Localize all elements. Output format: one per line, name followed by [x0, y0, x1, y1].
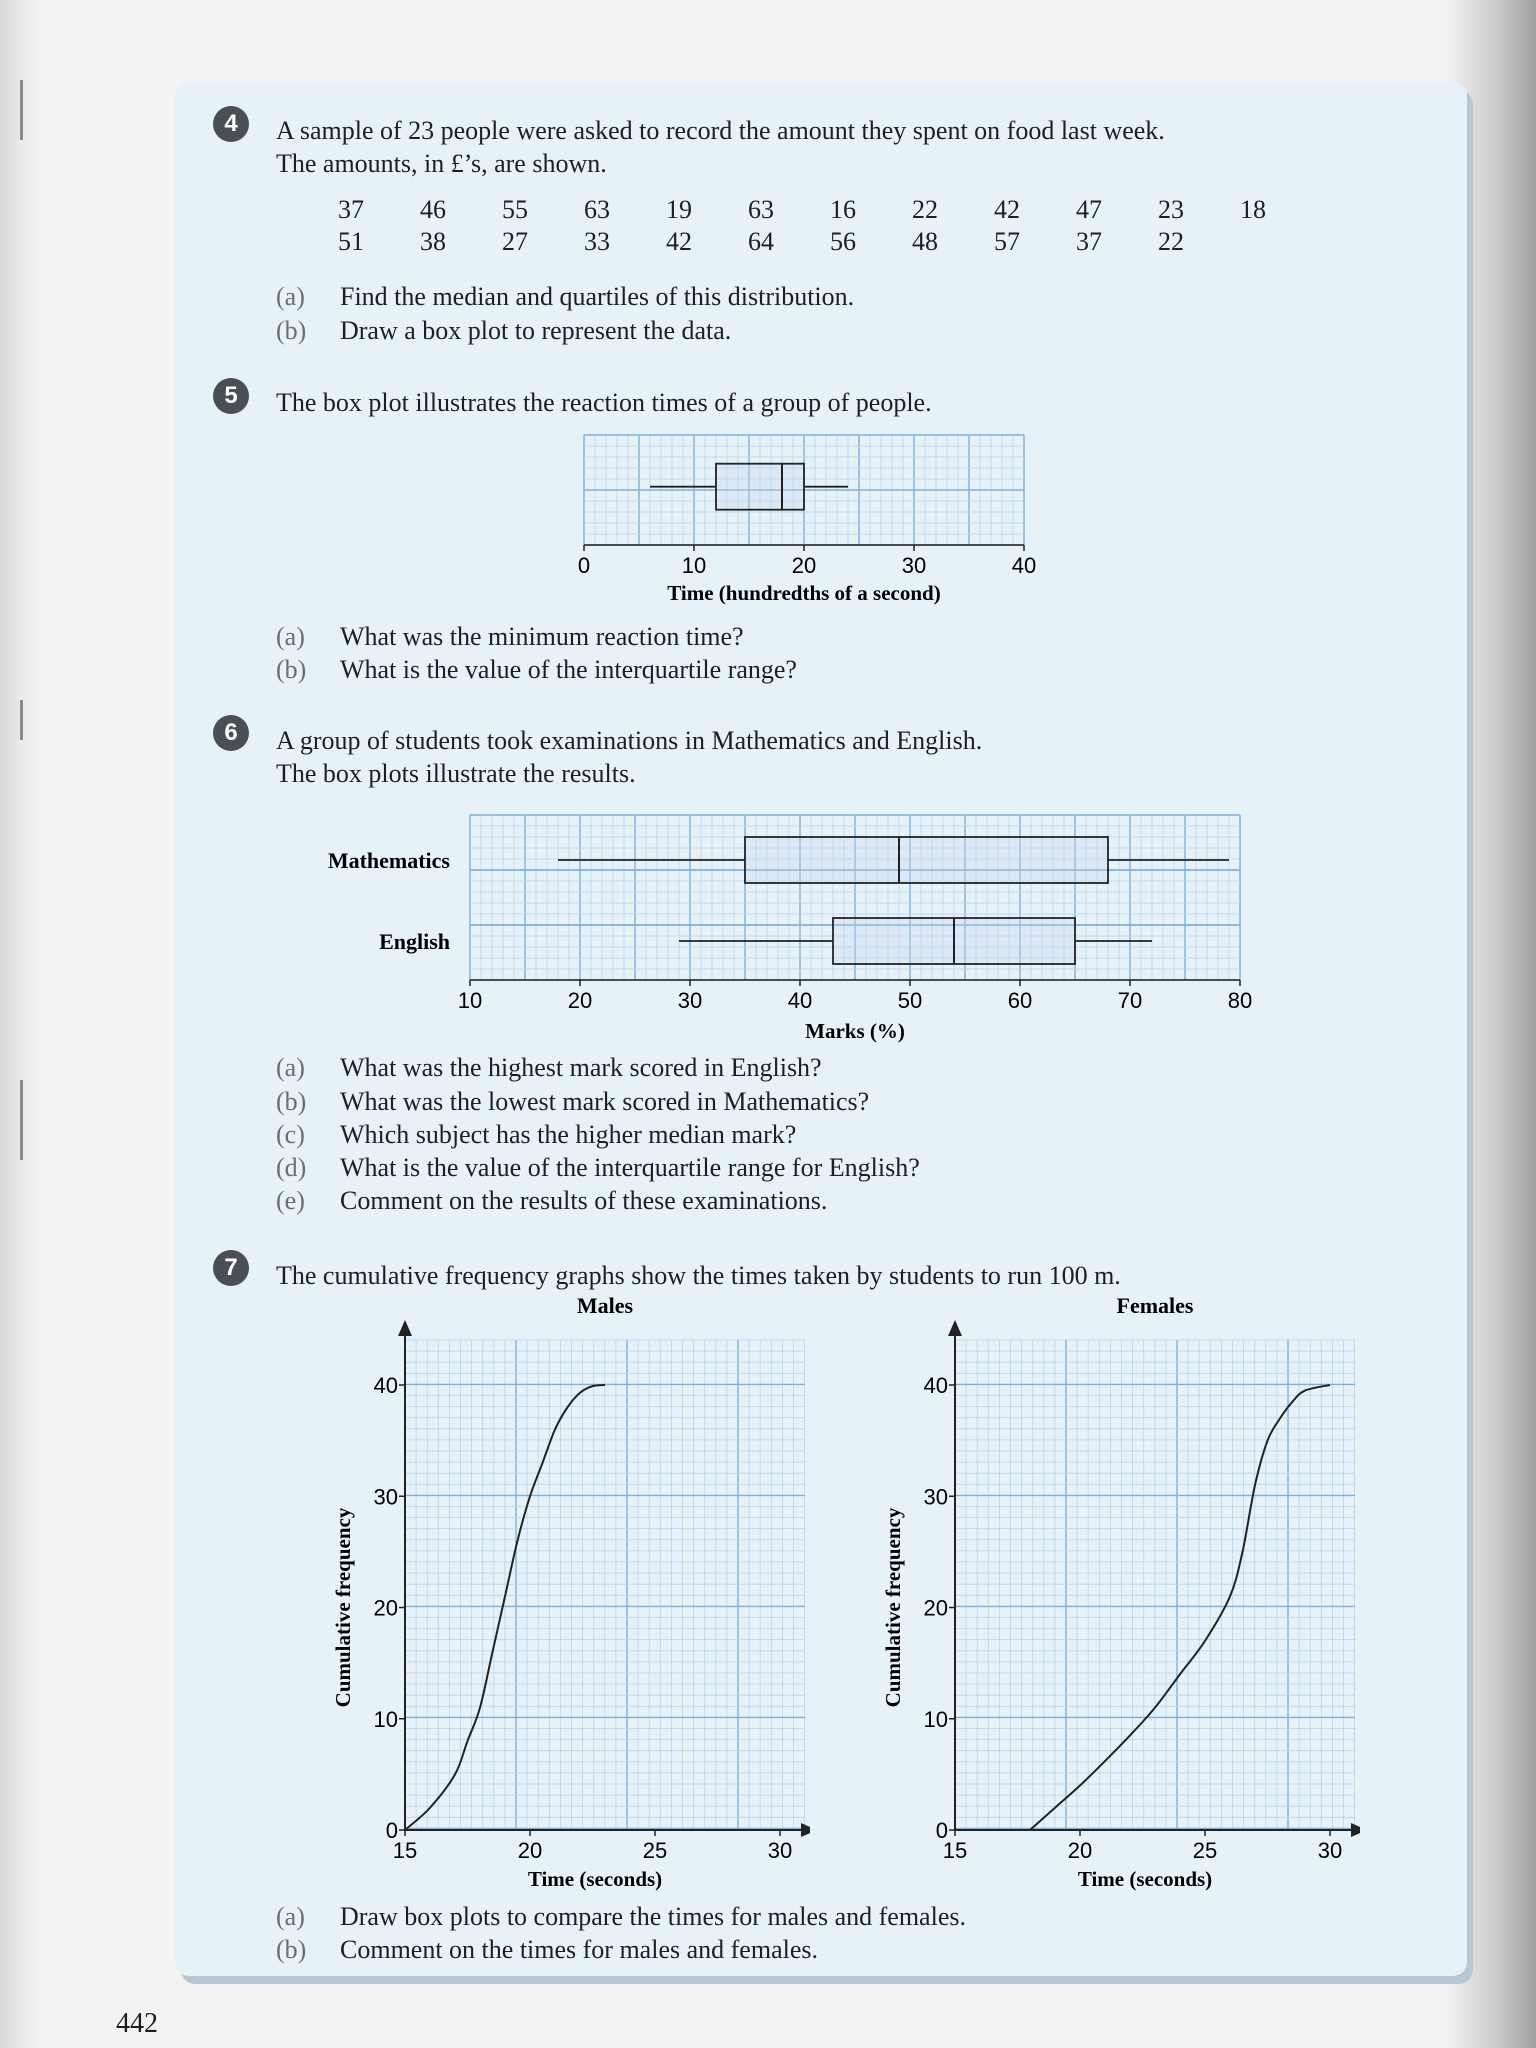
question-6-number: 6 — [213, 715, 249, 751]
data-cell: 47 — [1076, 195, 1102, 224]
data-cell: 46 — [420, 195, 446, 224]
binding-mark — [20, 700, 23, 740]
y-axis-label: Cumulative frequency — [881, 1507, 905, 1708]
part-label: (c) — [276, 1120, 305, 1149]
x-tick-label: 50 — [897, 988, 923, 1013]
x-tick-label: 10 — [457, 988, 483, 1013]
part-text: Find the median and quartiles of this distribution. — [340, 282, 855, 311]
part-label: (a) — [276, 1902, 305, 1931]
question-6-part-c — [276, 1118, 796, 1151]
question-6-line-2: The box plots illustrate the results. — [276, 759, 636, 788]
data-cell: 16 — [830, 195, 856, 224]
x-tick-label: 30 — [677, 988, 703, 1013]
data-cell: 23 — [1158, 195, 1184, 224]
data-row — [338, 226, 1322, 258]
data-cell: 63 — [584, 195, 610, 224]
x-tick-label: 20 — [517, 1838, 543, 1863]
question-5-line-1: The box plot illustrates the reaction times of a group of people. — [276, 388, 932, 417]
y-tick-label: 40 — [373, 1373, 398, 1398]
series-label: English — [379, 929, 450, 954]
x-tick-label: 30 — [1317, 1838, 1343, 1863]
data-cell: 55 — [502, 195, 528, 224]
question-4-line-2: The amounts, in £’s, are shown. — [276, 149, 607, 178]
part-text: What was the highest mark scored in English? — [340, 1053, 822, 1082]
question-4-part-b — [276, 314, 731, 347]
part-label: (d) — [276, 1153, 307, 1182]
x-tick-label: 80 — [1227, 988, 1253, 1013]
data-cell: 64 — [748, 227, 774, 256]
grid — [955, 1340, 1355, 1830]
x-tick-label: 25 — [642, 1838, 668, 1863]
part-text: Draw box plots to compare the times for males and females. — [340, 1902, 966, 1931]
data-cell: 27 — [502, 227, 528, 256]
x-tick-label: 20 — [1067, 1838, 1093, 1863]
data-cell: 33 — [584, 227, 610, 256]
part-text: Comment on the times for males and females. — [340, 1935, 818, 1964]
x-axis-label: Time (seconds) — [1077, 1867, 1213, 1891]
question-6-part-a — [276, 1051, 822, 1084]
y-tick-label: 20 — [923, 1595, 948, 1621]
data-cell: 37 — [338, 195, 364, 224]
x-tick-label: 60 — [1007, 988, 1033, 1013]
x-axis-arrow — [1351, 1823, 1360, 1837]
question-5-part-b — [276, 653, 797, 686]
part-text: Draw a box plot to represent the data. — [340, 316, 732, 345]
data-cell — [1240, 226, 1322, 258]
x-tick-label: 30 — [767, 1838, 793, 1863]
data-cell: 22 — [1158, 227, 1184, 256]
x-tick-label: 20 — [791, 553, 817, 578]
y-tick-label: 10 — [923, 1706, 948, 1732]
x-tick-label: 10 — [681, 553, 707, 578]
males-cumulative-frequency-graph — [310, 1295, 810, 1895]
x-axis-label: Marks (%) — [805, 1019, 905, 1043]
y-axis-arrow — [398, 1320, 412, 1336]
question-6-part-d — [276, 1151, 920, 1184]
females-cumulative-frequency-graph — [860, 1295, 1360, 1895]
x-axis-label: Time (seconds) — [527, 1867, 663, 1891]
data-cell: 42 — [666, 227, 692, 256]
cumulative-frequency-curve — [1030, 1385, 1330, 1830]
data-cell: 42 — [994, 195, 1020, 224]
y-tick-label: 30 — [373, 1484, 398, 1510]
series-label: Mathematics — [327, 848, 450, 873]
y-axis-arrow — [948, 1320, 962, 1336]
x-tick-label: 0 — [577, 553, 591, 578]
data-cell: 63 — [748, 195, 774, 224]
data-cell: 57 — [994, 227, 1020, 256]
question-4-data-table — [338, 194, 1322, 258]
x-tick-label: 15 — [942, 1838, 968, 1863]
y-axis-label: Cumulative frequency — [331, 1507, 355, 1708]
data-cell: 37 — [1076, 227, 1102, 256]
x-axis-label: Time (hundredths of a second) — [667, 581, 941, 605]
y-tick-label: 20 — [373, 1595, 398, 1621]
data-cell: 56 — [830, 227, 856, 256]
exam-results-box-plots — [290, 805, 1270, 1045]
binding-mark — [20, 1080, 23, 1160]
question-6-part-e — [276, 1184, 827, 1217]
box-iqr — [745, 837, 1108, 883]
chart-title: Males — [576, 1295, 634, 1318]
x-tick-label: 30 — [901, 553, 927, 578]
part-label: (a) — [276, 1053, 305, 1082]
part-label: (b) — [276, 1087, 307, 1116]
part-text: What was the lowest mark scored in Mathematics? — [340, 1087, 870, 1116]
x-tick-label: 25 — [1192, 1838, 1218, 1863]
x-axis-arrow — [801, 1823, 810, 1837]
x-tick-label: 70 — [1117, 988, 1143, 1013]
part-label: (a) — [276, 282, 305, 311]
x-tick-label: 20 — [567, 988, 593, 1013]
y-tick-label: 10 — [373, 1706, 398, 1732]
part-label: (b) — [276, 655, 307, 684]
box-iqr — [716, 464, 804, 510]
x-tick-label: 15 — [392, 1838, 418, 1863]
reaction-time-box-plot — [560, 425, 1040, 610]
data-cell: 22 — [912, 195, 938, 224]
part-label: (e) — [276, 1186, 305, 1215]
question-5-number: 5 — [213, 378, 249, 414]
question-7-number: 7 — [213, 1250, 249, 1286]
question-7-line-1: The cumulative frequency graphs show the times taken by students to run 100 m. — [276, 1261, 1121, 1290]
data-row — [338, 194, 1322, 226]
data-cell: 19 — [666, 195, 692, 224]
data-cell: 48 — [912, 227, 938, 256]
y-tick-label: 30 — [923, 1484, 948, 1510]
page-binding — [0, 0, 44, 2048]
question-5-part-a — [276, 620, 744, 653]
data-cell: 51 — [338, 227, 364, 256]
x-tick-label: 40 — [1011, 553, 1037, 578]
part-text: What is the value of the interquartile range? — [340, 655, 797, 684]
question-4-line-1: A sample of 23 people were asked to record the amount they spent on food last week. — [276, 116, 1165, 145]
binding-mark — [20, 80, 23, 140]
question-7-part-b — [276, 1933, 818, 1966]
part-label: (b) — [276, 316, 307, 345]
y-tick-label: 0 — [935, 1818, 948, 1843]
question-7-part-a — [276, 1900, 966, 1933]
part-text: Which subject has the higher median mark? — [340, 1120, 797, 1149]
chart-title: Females — [1116, 1295, 1194, 1318]
part-text: Comment on the results of these examinations. — [340, 1186, 828, 1215]
y-tick-label: 0 — [385, 1818, 398, 1843]
x-tick-label: 40 — [787, 988, 813, 1013]
question-4-part-a — [276, 280, 854, 313]
question-6-line-1: A group of students took examinations in Mathematics and English. — [276, 726, 983, 755]
y-tick-label: 40 — [923, 1373, 948, 1398]
part-text: What is the value of the interquartile range for English? — [340, 1153, 920, 1182]
part-text: What was the minimum reaction time? — [340, 622, 744, 651]
question-4-number: 4 — [213, 106, 249, 142]
question-6-part-b — [276, 1085, 869, 1118]
page-number: 442 — [116, 2008, 158, 2039]
data-cell: 38 — [420, 227, 446, 256]
grid — [405, 1340, 805, 1830]
part-label: (a) — [276, 622, 305, 651]
part-label: (b) — [276, 1935, 307, 1964]
data-cell: 18 — [1240, 195, 1266, 224]
